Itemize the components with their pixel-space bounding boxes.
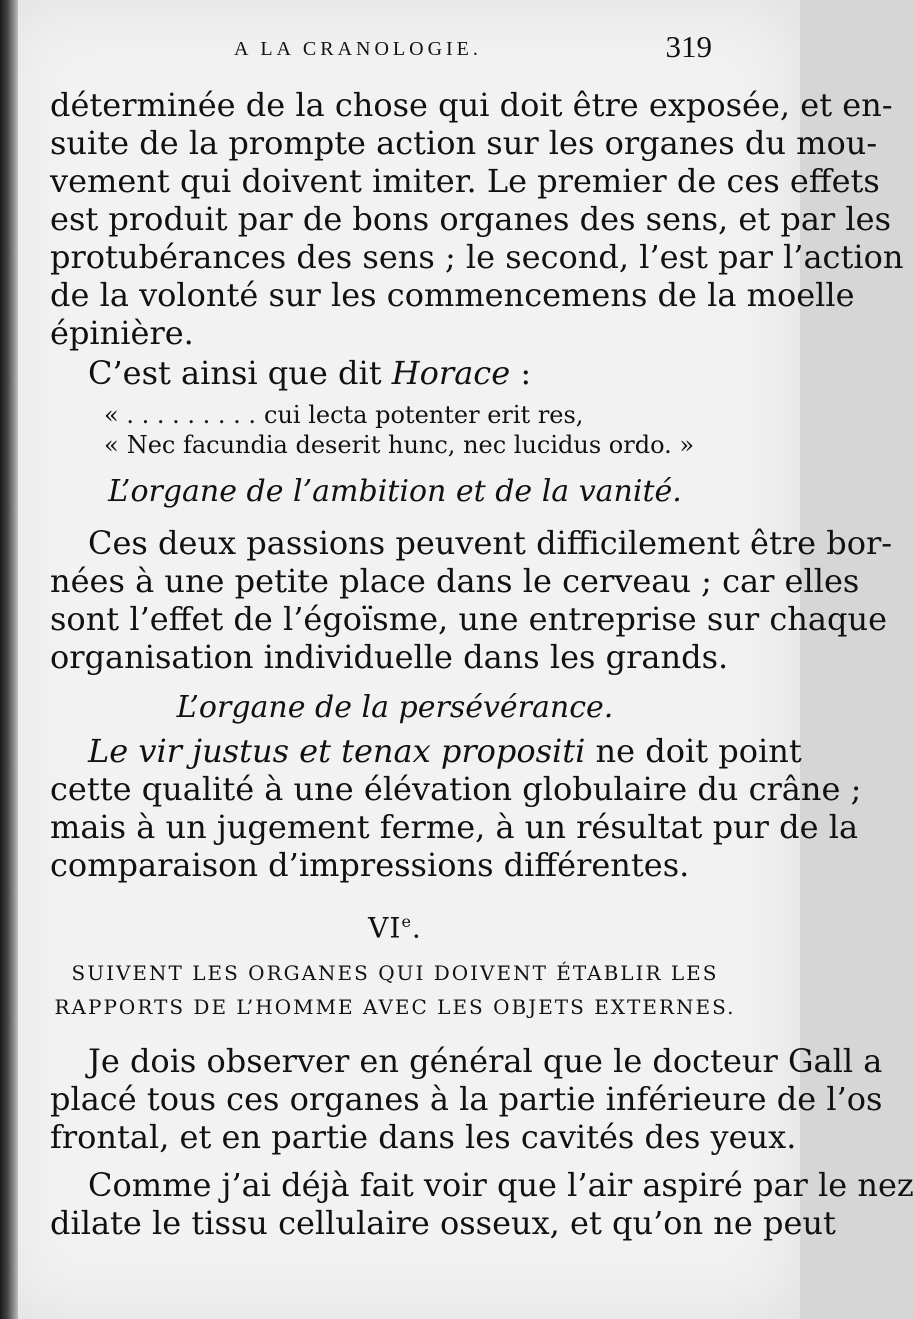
- perseverance-paragraph: [50, 732, 862, 884]
- running-title: A LA CRANOLOGIE.: [234, 38, 482, 60]
- perseverance-line-2: cette qualité à une élévation globulaire du crâne ;: [50, 770, 862, 808]
- horace-intro-suffix: :: [510, 354, 532, 392]
- opening-line-7: épinière.: [50, 314, 194, 352]
- running-head: [50, 29, 740, 86]
- quote-line-1-prefix: « . . . . . . . . .: [104, 401, 257, 429]
- page-content: [50, 29, 914, 1243]
- quote-line-1: [104, 400, 740, 430]
- quote-line-1-text: cui lecta potenter erit res,: [264, 401, 584, 429]
- section-number-superscript: e: [401, 912, 412, 931]
- page-gutter-shadow: [0, 0, 18, 1319]
- heading-perseverance: L’organe de la persévérance.: [176, 690, 614, 725]
- final-line-2: dilate le tissu cellulaire osseux, et qu’on ne peut: [50, 1204, 836, 1243]
- gall-line-1: Je dois observer en général que le docteur Gall a: [88, 1042, 883, 1081]
- opening-line-2: suite de la prompte action sur les organes du mou-: [50, 124, 878, 162]
- section-number-main: VI: [368, 911, 402, 945]
- heading-ambition: L’organe de l’ambition et de la vanité.: [108, 474, 682, 509]
- quote-line-2-text: Nec facundia deserit hunc, nec lucidus ordo. »: [126, 431, 695, 459]
- opening-paragraph: [50, 86, 904, 352]
- section-title: [50, 956, 740, 1024]
- quote-line-2-prefix: «: [104, 431, 119, 459]
- perseverance-line-1: [50, 732, 802, 770]
- perseverance-line-3: mais à un jugement ferme, à un résultat pur de la: [50, 808, 859, 846]
- section-number: VIe.: [368, 911, 422, 945]
- opening-line-3: vement qui doivent imiter. Le premier de ces effets: [50, 162, 880, 200]
- opening-line-1: déterminée de la chose qui doit être exposée, et en-: [50, 86, 893, 124]
- horace-intro-prefix: C’est ainsi que dit: [88, 354, 392, 392]
- page-number: 319: [665, 29, 712, 64]
- perseverance-line-4: comparaison d’impressions différentes.: [50, 846, 690, 884]
- horace-intro: [50, 354, 740, 392]
- ambition-paragraph: [50, 524, 893, 676]
- horace-author: Horace: [391, 354, 511, 392]
- quote-line-2: [104, 430, 740, 460]
- ambition-line-1: Ces deux passions peuvent difficilement être bor-: [88, 524, 893, 562]
- opening-line-5: protubérances des sens ; le second, l’est par l’action: [50, 238, 904, 276]
- gall-paragraph: [50, 1042, 883, 1157]
- section-title-line-2: RAPPORTS DE L’HOMME AVEC LES OBJETS EXTERNES.: [54, 995, 736, 1020]
- ambition-line-3: sont l’effet de l’égoïsme, une entreprise sur chaque: [50, 600, 887, 638]
- gall-line-2: placé tous ces organes à la partie inférieure de l’os: [50, 1080, 883, 1119]
- ambition-line-4: organisation individuelle dans les grands.: [50, 638, 729, 676]
- perseverance-line-1-rest: ne doit point: [585, 732, 802, 770]
- opening-line-4: est produit par de bons organes des sens, et par les: [50, 200, 891, 238]
- gall-line-3: frontal, et en partie dans les cavités des yeux.: [50, 1118, 797, 1157]
- opening-line-6: de la volonté sur les commencemens de la moelle: [50, 276, 855, 314]
- ambition-line-2: nées à une petite place dans le cerveau ; car elles: [50, 562, 860, 600]
- perseverance-latin-phrase: Le vir justus et tenax propositi: [88, 732, 586, 770]
- final-paragraph: [50, 1166, 914, 1243]
- latin-quotation: [104, 400, 740, 460]
- section-title-line-1: SUIVENT LES ORGANES QUI DOIVENT ÉTABLIR LES: [71, 961, 719, 986]
- final-line-1: Comme j’ai déjà fait voir que l’air aspiré par le nez: [88, 1166, 914, 1205]
